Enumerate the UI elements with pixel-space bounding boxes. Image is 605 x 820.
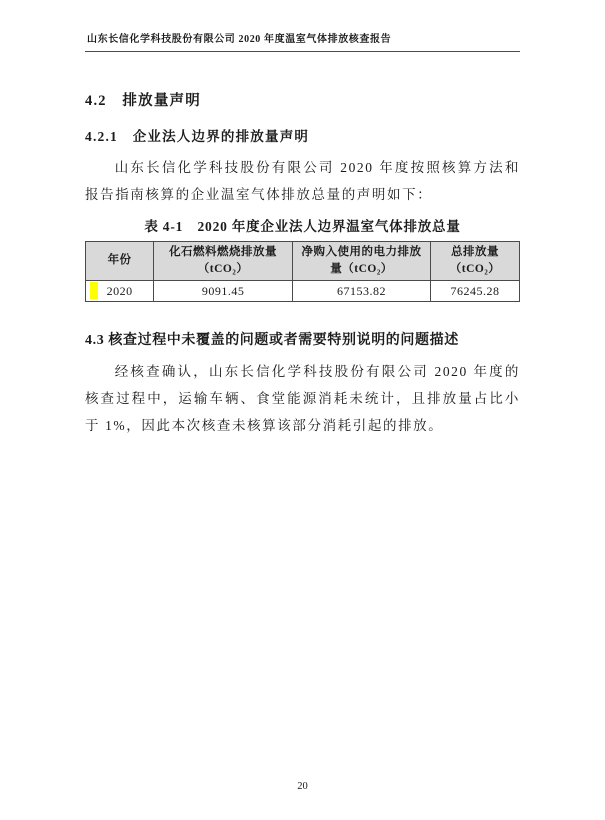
cell-year: 2020 <box>86 281 154 302</box>
running-header: 山东长信化学科技股份有限公司 2020 年度温室气体排放核查报告 <box>85 30 520 52</box>
column-header-total <box>431 242 520 281</box>
column-header-line: 净购入使用的电力排放 <box>301 245 422 258</box>
page-number: 20 <box>297 781 308 792</box>
table-caption: 表 4-1 2020 年度企业法人边界温室气体排放总量 <box>144 219 461 234</box>
column-header-line: 年份 <box>107 254 132 267</box>
column-header-line: （tCO₂） <box>449 263 501 275</box>
column-header-fossil-fuel <box>154 242 293 281</box>
column-header-electricity <box>293 242 431 281</box>
section-4-2-heading: 4.2 排放量声明 <box>85 93 201 109</box>
section-4-3-heading: 4.3 核查过程中未覆盖的问题或者需要特别说明的问题描述 <box>85 333 459 348</box>
column-header-line: 量（tCO₂） <box>330 263 393 275</box>
section-4-3-paragraph: 经核查确认，山东长信化学科技股份有限公司 2020 年度的核查过程中，运输车辆、食堂能源消耗未统计，且排放量占比小于 1%，因此本次核查未核算该部分消耗引起的排放。 <box>85 364 520 433</box>
highlight-mark <box>90 282 98 299</box>
table-header-row <box>86 242 520 281</box>
document-page <box>85 30 520 439</box>
table-row <box>86 281 520 302</box>
emissions-table <box>85 241 520 302</box>
section-4-2-1-paragraph: 山东长信化学科技股份有限公司 2020 年度按照核算方法和报告指南核算的企业温室气体排放总量的声明如下： <box>85 160 520 202</box>
cell-electricity-emissions: 67153.82 <box>293 281 431 302</box>
column-header-year <box>86 242 154 281</box>
section-4-2-1-heading: 4.2.1 企业法人边界的排放量声明 <box>85 129 310 144</box>
cell-total-emissions: 76245.28 <box>431 281 520 302</box>
cell-fossil-fuel-emissions: 9091.45 <box>154 281 293 302</box>
column-header-line: 总排放量 <box>451 245 499 258</box>
column-header-line: 化石燃料燃烧排放量 <box>169 245 278 258</box>
column-header-line: （tCO₂） <box>197 263 249 275</box>
